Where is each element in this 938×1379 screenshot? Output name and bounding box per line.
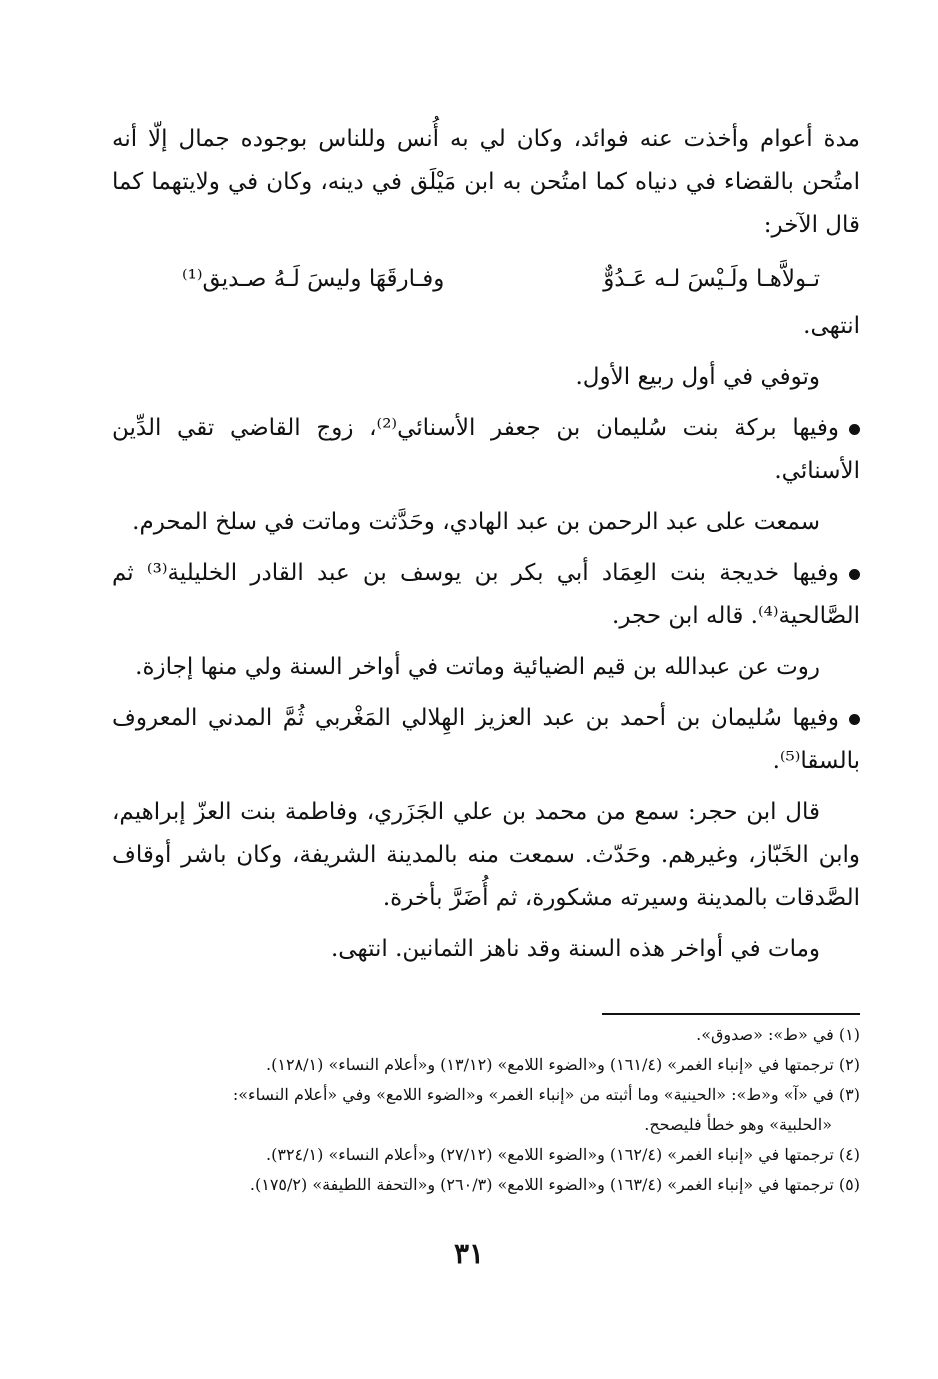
footnote-divider xyxy=(602,1013,860,1015)
paragraph-2: وتوفي في أول ربيع الأول. xyxy=(575,364,820,390)
bullet-icon xyxy=(849,424,860,435)
entry-sulayman-text: وفيها سُليمان بن أحمد بن عبد العزيز الهِلالي المَغْربي ثُمَّ المدني المعروف بالسقا⁽⁵⁾. xyxy=(112,705,860,774)
main-text xyxy=(112,118,860,979)
entry-khadija-text: وفيها خديجة بنت العِمَاد أبي بكر بن يوسف بن عبد القادر الخليلية⁽³⁾ ثم الصَّالحية⁽⁴⁾. قاله ابن حجر. xyxy=(112,560,860,629)
paragraph-6: روت عن عبدالله بن قيم الضيائية وماتت في أواخر السنة ولي منها إجازة. xyxy=(135,654,820,680)
intaha-1: انتهى. xyxy=(803,313,860,339)
entry-sulayman xyxy=(112,697,860,783)
poetry-verse xyxy=(112,255,860,303)
footnote-2: (٢) ترجمتها في «إنباء الغمر» (١٦١/٤) و«الضوء اللامع» (١٣/١٢) و«أعلام النساء» (١٢٨/١). xyxy=(266,1055,860,1074)
verse-first-hemistich: تـولاَّهـا ولَـيْسَ لـه عَـدُوٌّ xyxy=(603,266,820,292)
footnote-5: (٥) ترجمتها في «إنباء الغمر» (١٦٣/٤) و«الضوء اللامع» (٢٦٠/٣) و«التحفة اللطيفة» (١٧٥/٢). xyxy=(249,1175,860,1194)
bullet-icon xyxy=(849,714,860,725)
footnote-1: (١) في «ط»: «صدوق». xyxy=(696,1025,860,1044)
bullet-icon xyxy=(849,569,860,580)
paragraph-1: مدة أعوام وأخذت عنه فوائد، وكان لي به أُنس وللناس بوجوده جمال إلّا أنه امتُحن بالقضاء في دنياه كما امتُحن به ابن مَيْلَق في دينه، وكان في ولايتهما كما قال الآخر: xyxy=(112,126,860,238)
paragraph-4: سمعت على عبد الرحمن بن عبد الهادي، وحَدَّثت وماتت في سلخ المحرم. xyxy=(132,509,820,535)
entry-khadija xyxy=(112,552,860,638)
entry-baraka-text: وفيها بركة بنت سُليمان بن جعفر الأسنائي⁽²⁾، زوج القاضي تقي الدِّين الأسنائي. xyxy=(112,415,860,484)
paragraph-9: ومات في أواخر هذه السنة وقد ناهز الثمانين. انتهى. xyxy=(331,936,820,962)
footnote-4: (٤) ترجمتها في «إنباء الغمر» (١٦٢/٤) و«الضوء اللامع» (٢٧/١٢) و«أعلام النساء» (٣٢٤/١). xyxy=(266,1145,860,1164)
footnote-3: (٣) في «آ» و«ط»: «الحينية» وما أثبته من «إنباء الغمر» و«الضوء اللامع» وفي «أعلام النساء»: xyxy=(232,1085,860,1104)
paragraph-8: قال ابن حجر: سمع من محمد بن علي الجَزَري، وفاطمة بنت العزّ إبراهيم، وابن الخَبّاز، وغيرهم. وحَدّث. سمعت منه بالمدينة الشريفة، وكان باشر أوقاف الصَّدقات بالمدينة وسيرته مشكورة، ثم أُضَرَّ بأخرة. xyxy=(112,799,860,911)
page-number: ٣١ xyxy=(453,1237,485,1270)
entry-baraka xyxy=(112,407,860,493)
footnote-3-continued: «الحلبية» وهو خطأ فليصحح. xyxy=(644,1115,832,1134)
verse-second-hemistich: وفـارقَهَا وليسَ لَـهُ صـديق⁽¹⁾ xyxy=(182,266,445,292)
footnotes xyxy=(112,1020,860,1200)
